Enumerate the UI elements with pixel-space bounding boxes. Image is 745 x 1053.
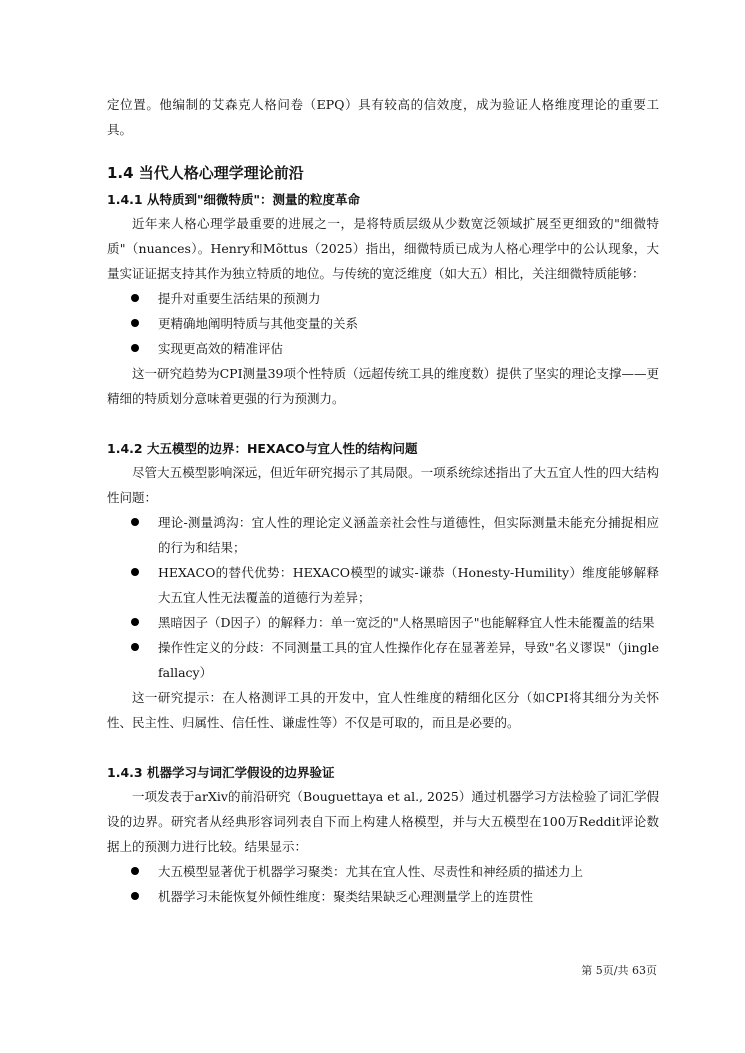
list-item-text: 实现更高效的精准评估: [158, 341, 284, 356]
bullet-icon: [131, 618, 139, 626]
bullet-icon: [131, 518, 139, 526]
bullet-icon: [131, 319, 139, 327]
list-item: [107, 510, 659, 560]
paragraph-1-4-2-a: 尽管大五模型影响深远，但近年研究揭示了其局限。一项系统综述指出了大五宜人性的四大结构性问题：: [107, 465, 659, 505]
document-page: [107, 92, 659, 909]
paragraph-1-4-1-a: 近年来人格心理学最重要的进展之一，是将特质层级从少数宽泛领域扩展至更细致的"细微特质"（nuances）。Henry和Mõttus（2025）指出，细微特质已成为人格心理学中的公认现象，大量实证证据支持其作为独立特质的地位。与传统的宽泛维度（如大五）相比，关注细微特质能够：: [107, 216, 659, 281]
section-heading-1-4: 1.4 当代人格心理学理论前沿: [107, 164, 304, 182]
subsection-heading-1-4-3: 1.4.3 机器学习与词汇学假设的边界验证: [107, 765, 335, 780]
list-item: [107, 859, 659, 884]
bullet-icon: [131, 344, 139, 352]
list-item-text: 更精确地阐明特质与其他变量的关系: [158, 316, 359, 331]
list-item-text: 操作性定义的分歧：不同测量工具的宜人性操作化存在显著差异，导致"名义谬误"（jingle fallacy）: [158, 640, 659, 680]
list-item: [107, 635, 659, 685]
paragraph-1-4-3-a: 一项发表于arXiv的前沿研究（Bouguettaya et al., 2025）通过机器学习方法检验了词汇学假设的边界。研究者从经典形容词列表自下而上构建人格模型，并与大五模型在100万Reddit评论数据上的预测力进行比较。结果显示：: [107, 789, 659, 854]
list-item: [107, 286, 659, 311]
paragraph-1-4-2-b: 这一研究提示：在人格测评工具的开发中，宜人性维度的精细化区分（如CPI将其细分为关怀性、民主性、归属性、信任性、谦虚性等）不仅是可取的，而且是必要的。: [107, 690, 659, 730]
bullet-icon: [131, 568, 139, 576]
list-item-text: 提升对重要生活结果的预测力: [158, 291, 321, 306]
bullet-list-1-4-2: [107, 510, 659, 685]
bullet-icon: [131, 294, 139, 302]
list-item: [107, 884, 659, 909]
bullet-icon: [131, 867, 139, 875]
bullet-icon: [131, 892, 139, 900]
list-item-text: 黑暗因子（D因子）的解释力：单一宽泛的"人格黑暗因子"也能解释宜人性未能覆盖的结果: [158, 615, 655, 630]
bullet-list-1-4-1: [107, 286, 659, 361]
list-item-text: HEXACO的替代优势：HEXACO模型的诚实-谦恭（Honesty-Humility）维度能够解释大五宜人性无法覆盖的道德行为差异；: [158, 565, 659, 605]
list-item: [107, 610, 659, 635]
list-item: [107, 311, 659, 336]
list-item: [107, 560, 659, 610]
page-number-footer: 第 5页/共 63页: [581, 964, 657, 977]
subsection-heading-1-4-1: 1.4.1 从特质到"细微特质"：测量的粒度革命: [107, 192, 360, 207]
bullet-list-1-4-3: [107, 859, 659, 909]
paragraph-1-4-1-b: 这一研究趋势为CPI测量39项个性特质（远超传统工具的维度数）提供了坚实的理论支撑——更精细的特质划分意味着更强的行为预测力。: [107, 366, 659, 406]
list-item-text: 机器学习未能恢复外倾性维度：聚类结果缺乏心理测量学上的连贯性: [158, 889, 534, 904]
bullet-icon: [131, 643, 139, 651]
list-item-text: 理论-测量鸿沟：宜人性的理论定义涵盖亲社会性与道德性，但实际测量未能充分捕捉相应的行为和结果；: [158, 515, 659, 555]
intro-paragraph: 定位置。他编制的艾森克人格问卷（EPQ）具有较高的信效度，成为验证人格维度理论的重要工具。: [107, 97, 659, 137]
list-item-text: 大五模型显著优于机器学习聚类：尤其在宜人性、尽责性和神经质的描述力上: [158, 864, 584, 879]
subsection-heading-1-4-2: 1.4.2 大五模型的边界：HEXACO与宜人性的结构问题: [107, 441, 418, 456]
list-item: [107, 336, 659, 361]
